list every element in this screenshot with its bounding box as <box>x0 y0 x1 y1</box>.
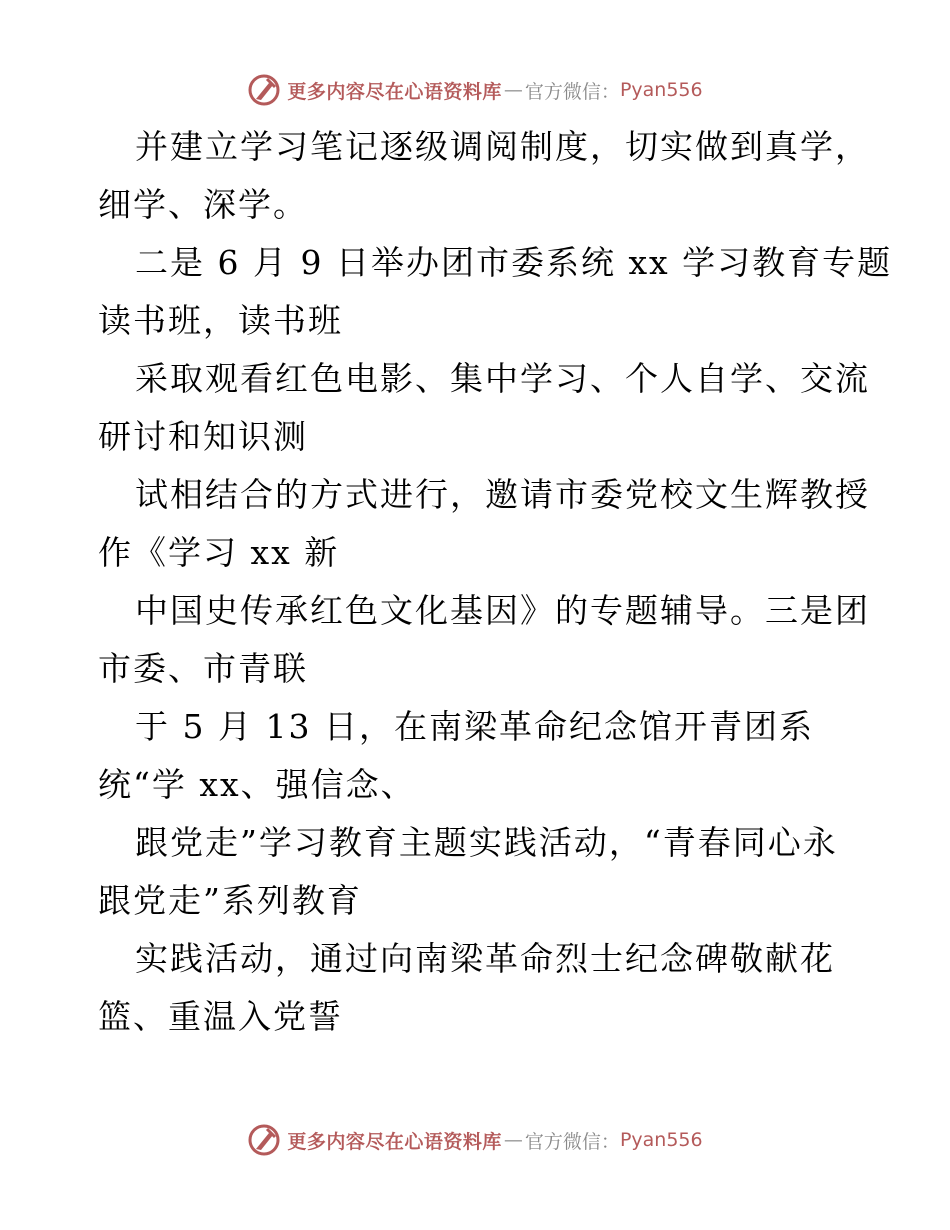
body-line: 并建立学习笔记逐级调阅制度，切实做到真学， <box>135 127 870 166</box>
body-line: 二是 6 月 9 日举办团市委系统 xx 学习教育专题 <box>135 243 893 282</box>
banner-title: 更多内容尽在心语资料库 <box>287 80 502 103</box>
body-line: 跟党走”学习教育主题实践活动，“青春同心永 <box>135 823 838 862</box>
footer-banner <box>0 1120 950 1160</box>
header-banner <box>0 70 950 110</box>
body-line: 采取观看红色电影、集中学习、个人自学、交流 <box>135 359 870 398</box>
body-line: 研讨和知识测 <box>98 417 308 456</box>
body-line: 篮、重温入党誓 <box>98 997 343 1036</box>
quill-logo-icon <box>247 73 281 107</box>
document-body <box>98 118 893 1046</box>
body-line: 细学、深学。 <box>98 185 308 224</box>
banner-title: 更多内容尽在心语资料库 <box>287 1130 502 1153</box>
banner-official-label: 官方微信： <box>524 80 620 103</box>
body-line: 作《学习 xx 新 <box>98 533 340 572</box>
body-line: 读书班，读书班 <box>98 301 343 340</box>
body-line: 市委、市青联 <box>98 649 308 688</box>
body-line: 于 5 月 13 日，在南梁革命纪念馆开青团系 <box>135 707 814 746</box>
banner-separator: — <box>503 79 523 101</box>
banner-wechat-id: Pyan556 <box>619 1129 703 1151</box>
body-line: 实践活动，通过向南梁革命烈士纪念碑敬献花 <box>135 939 835 978</box>
body-line: 跟党走”系列教育 <box>98 881 362 920</box>
body-line: 试相结合的方式进行，邀请市委党校文生辉教授 <box>135 475 870 514</box>
banner-official-label: 官方微信： <box>524 1130 620 1153</box>
body-line: 统“学 xx、强信念、 <box>98 765 416 804</box>
banner-separator: — <box>503 1129 523 1151</box>
body-line: 中国史传承红色文化基因》的专题辅导。三是团 <box>135 591 870 630</box>
quill-logo-icon <box>247 1123 281 1157</box>
banner-wechat-id: Pyan556 <box>619 79 703 101</box>
